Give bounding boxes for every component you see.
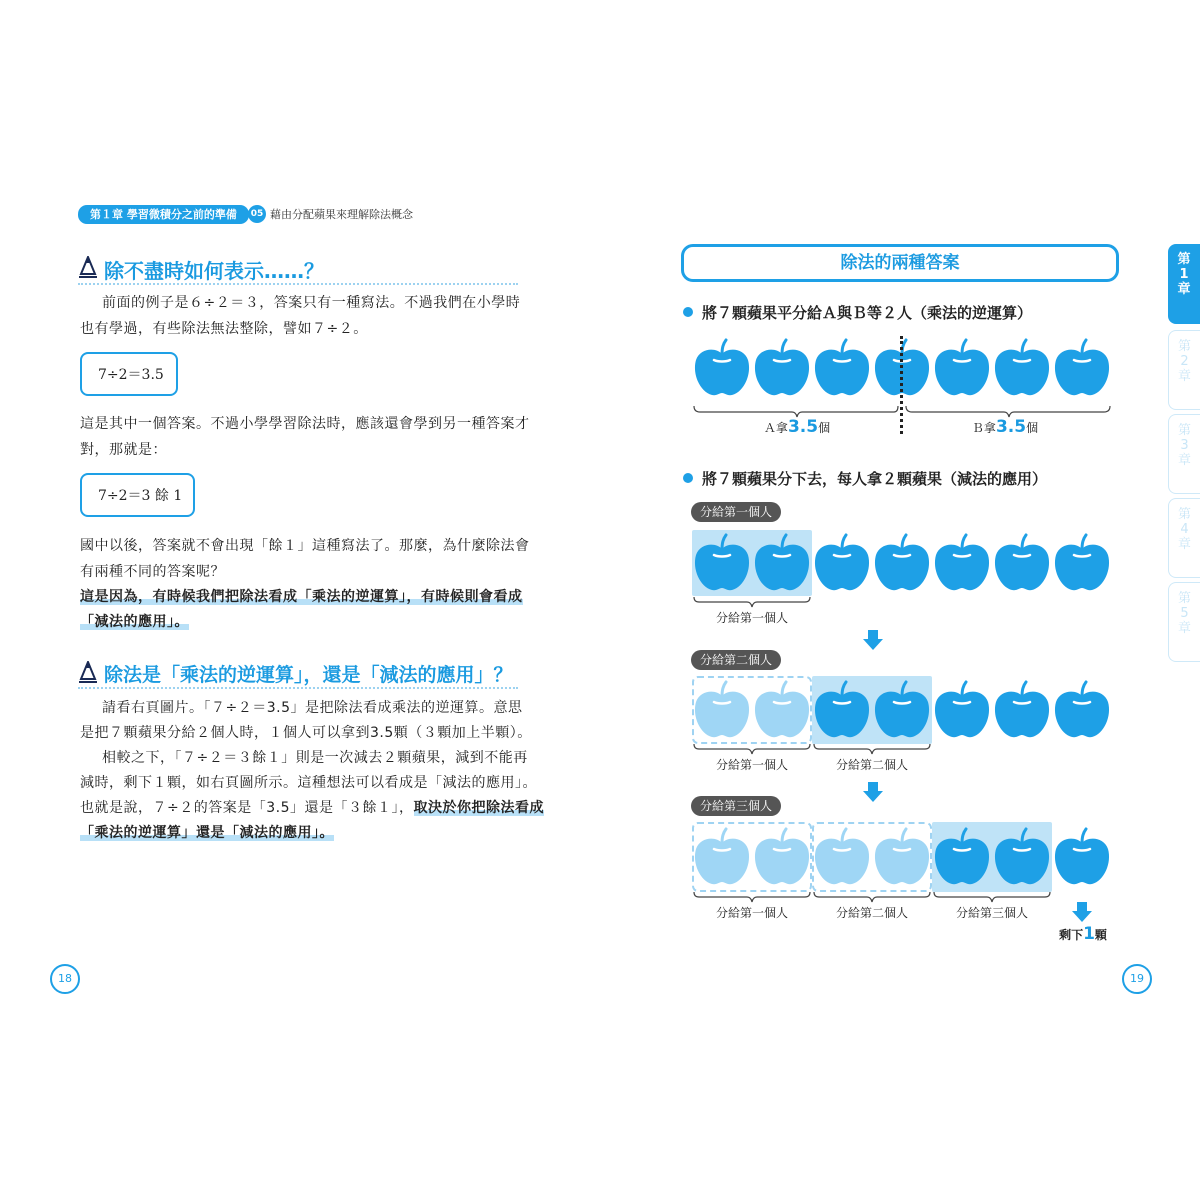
apple-icon <box>992 680 1052 740</box>
paragraph-2-line-2: 對，那就是： <box>80 442 167 458</box>
page-number-right: 19 <box>1122 964 1152 994</box>
pencil-icon <box>78 256 98 278</box>
side-tab-chapter-3[interactable]: 第 3 章 <box>1168 414 1200 494</box>
paragraph-4-line-2: 是把７顆蘋果分給２個人時，１個人可以拿到3.5顆（３顆加上半顆）。 <box>80 725 532 741</box>
side-tab-chapter-1[interactable]: 第 1 章 <box>1168 244 1200 324</box>
apple-icon <box>752 827 812 887</box>
bullet-icon <box>683 307 693 317</box>
apple-icon <box>692 827 752 887</box>
equation-1: 7÷2＝3.5 <box>98 367 164 383</box>
down-arrow-icon <box>1070 900 1094 924</box>
step-tag-3: 分給第三個人 <box>691 796 781 816</box>
apple-icon <box>1052 680 1112 740</box>
heading-2-rule <box>78 687 518 689</box>
brace-step3 <box>692 891 1052 903</box>
figure-title: 除法的兩種答案 <box>681 244 1119 282</box>
apple-row-3 <box>692 680 1112 740</box>
chapter-label: 第１章 學習微積分之前的準備 <box>78 205 249 224</box>
apple-icon <box>1052 338 1112 398</box>
side-tab-chapter-4[interactable]: 第 4 章 <box>1168 498 1200 578</box>
apple-icon <box>992 533 1052 593</box>
heading-1: 除不盡時如何表示……？ <box>104 259 324 283</box>
pencil-icon <box>78 661 98 683</box>
apple-icon <box>872 827 932 887</box>
brace-a-b <box>692 404 1112 418</box>
remainder-label: 剩下1顆 <box>1059 924 1107 944</box>
label-step2-first: 分給第一個人 <box>715 758 788 772</box>
label-step3-first: 分給第一個人 <box>715 906 788 920</box>
apple-icon <box>812 680 872 740</box>
side-tab-chapter-5[interactable]: 第 5 章 <box>1168 582 1200 662</box>
apple-icon <box>812 533 872 593</box>
apple-icon <box>932 533 992 593</box>
label-step1-first: 分給第一個人 <box>715 611 788 625</box>
paragraph-3-bold-line-2: 「減法的應用」。 <box>80 614 189 630</box>
apple-icon <box>992 338 1052 398</box>
apple-icon <box>692 680 752 740</box>
apple-icon <box>692 338 752 398</box>
apple-icon <box>1052 827 1112 887</box>
apple-icon <box>752 680 812 740</box>
equation-2: 7÷2＝3 餘 1 <box>98 488 183 504</box>
page-number-left: 18 <box>50 964 80 994</box>
apple-icon <box>812 827 872 887</box>
label-b-share: Ｂ拿3.5個 <box>971 417 1039 437</box>
apple-row-2 <box>692 533 1112 593</box>
label-a-share: Ａ拿3.5個 <box>763 417 831 437</box>
sub-heading-1: 將７顆蘋果平分給Ａ與Ｂ等２人（乘法的逆運算） <box>702 304 1033 322</box>
apple-icon <box>932 680 992 740</box>
paragraph-1-line-2: 也有學過，有些除法無法整除，譬如７÷２。 <box>80 321 368 337</box>
equation-box-2 <box>80 473 195 517</box>
apple-icon <box>692 533 752 593</box>
paragraph-2-line-1: 這是其中一個答案。不過小學學習除法時，應該還會學到另一種答案才 <box>80 416 530 432</box>
step-tag-1: 分給第一個人 <box>691 502 781 522</box>
sub-heading-2: 將７顆蘋果分下去，每人拿２顆蘋果（減法的應用） <box>702 470 1048 488</box>
side-tab-chapter-2[interactable]: 第 2 章 <box>1168 330 1200 410</box>
apple-icon <box>932 338 992 398</box>
split-line <box>900 336 903 434</box>
paragraph-5-line-3: 也就是說，７÷２的答案是「3.5」還是「３餘１」，取決於你把除法看成 <box>80 800 544 816</box>
paragraph-3-bold-line-1: 這是因為，有時候我們把除法看成「乘法的逆運算」，有時候則會看成 <box>80 589 523 605</box>
brace-step2 <box>692 743 932 755</box>
apple-row-4 <box>692 827 1112 887</box>
paragraph-5-line-2: 減時，剩下１顆，如右頁圖所示。這種想法可以看成是「減法的應用」。 <box>80 775 537 791</box>
down-arrow-icon <box>861 628 885 652</box>
paragraph-4-line-1: 請看右頁圖片。「７÷２＝3.5」是把除法看成乘法的逆運算。意思 <box>102 700 523 716</box>
apple-icon <box>872 680 932 740</box>
paragraph-3-line-2: 有兩種不同的答案呢？ <box>80 564 225 580</box>
brace-step1 <box>692 596 812 608</box>
apple-icon <box>932 827 992 887</box>
label-step3-third: 分給第三個人 <box>955 906 1028 920</box>
paragraph-1-line-1: 前面的例子是６÷２＝３，答案只有一種寫法。不過我們在小學時 <box>102 295 521 311</box>
down-arrow-icon <box>861 780 885 804</box>
apple-icon <box>992 827 1052 887</box>
paragraph-5-line-4: 「乘法的逆運算」還是「減法的應用」。 <box>80 825 334 841</box>
equation-box-1 <box>80 352 178 396</box>
apple-icon <box>752 533 812 593</box>
heading-1-rule <box>78 283 518 285</box>
label-step3-second: 分給第二個人 <box>835 906 908 920</box>
paragraph-3-line-1: 國中以後，答案就不會出現「餘１」這種寫法了。那麼，為什麼除法會 <box>80 538 530 554</box>
apple-icon <box>752 338 812 398</box>
heading-2: 除法是「乘法的逆運算」，還是「減法的應用」？ <box>104 664 513 686</box>
section-number-badge: 05 <box>248 205 266 223</box>
apple-icon <box>812 338 872 398</box>
apple-icon <box>1052 533 1112 593</box>
label-step2-second: 分給第二個人 <box>835 758 908 772</box>
apple-icon <box>872 533 932 593</box>
section-title: 藉由分配蘋果來理解除法概念 <box>270 208 413 221</box>
paragraph-5-line-1: 相較之下，「７÷２＝３餘１」則是一次減去２顆蘋果，減到不能再 <box>102 750 528 766</box>
bullet-icon <box>683 473 693 483</box>
step-tag-2: 分給第二個人 <box>691 650 781 670</box>
